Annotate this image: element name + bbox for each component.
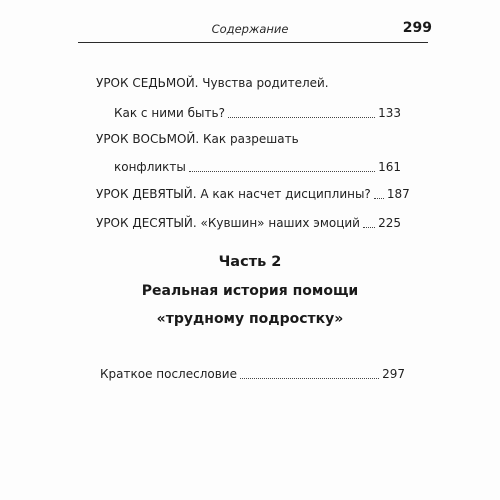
toc-entry-text: УРОК СЕДЬМОЙ. Чувства родителей.	[96, 76, 329, 90]
part-title-line2: «трудному подростку»	[156, 311, 344, 327]
toc-entry-text: Краткое послесловие	[100, 367, 237, 381]
toc-entry-afterword[interactable]	[100, 365, 405, 383]
toc-entry-text: УРОК ДЕСЯТЫЙ. «Кувшин» наших эмоций	[96, 216, 360, 230]
dot-leader	[363, 227, 375, 228]
toc-entry-text: конфликты	[114, 160, 186, 174]
toc-page-number: 225	[378, 216, 401, 230]
dot-leader	[374, 198, 384, 199]
header-rule	[78, 42, 428, 43]
toc-entry-lesson-10[interactable]	[96, 214, 401, 232]
dot-leader	[228, 117, 375, 118]
running-title: Содержание	[211, 22, 289, 36]
page-number: 299	[402, 20, 432, 36]
dot-leader	[240, 378, 379, 379]
toc-page-number: 161	[378, 160, 401, 174]
toc-entry-lesson-9[interactable]	[96, 185, 410, 203]
toc-entry-lesson-7-line1	[96, 74, 401, 92]
toc-entry-text: УРОК ВОСЬМОЙ. Как разрешать	[96, 132, 299, 146]
part-label: Часть 2	[218, 254, 282, 270]
toc-entry-text: УРОК ДЕВЯТЫЙ. А как насчет дисциплины?	[96, 187, 371, 201]
toc-page-number: 297	[382, 367, 405, 381]
running-head	[0, 20, 500, 40]
part-title-line1: Реальная история помощи	[141, 283, 359, 299]
toc-entry-lesson-8-line2[interactable]	[96, 158, 401, 176]
dot-leader	[189, 171, 375, 172]
toc-entry-lesson-7-line2[interactable]	[96, 104, 401, 122]
toc-entry-lesson-8-line1	[96, 130, 401, 148]
toc-page-number: 187	[386, 187, 410, 201]
toc-entry-text: Как с ними быть?	[114, 106, 225, 120]
toc-page-number: 133	[378, 106, 401, 120]
